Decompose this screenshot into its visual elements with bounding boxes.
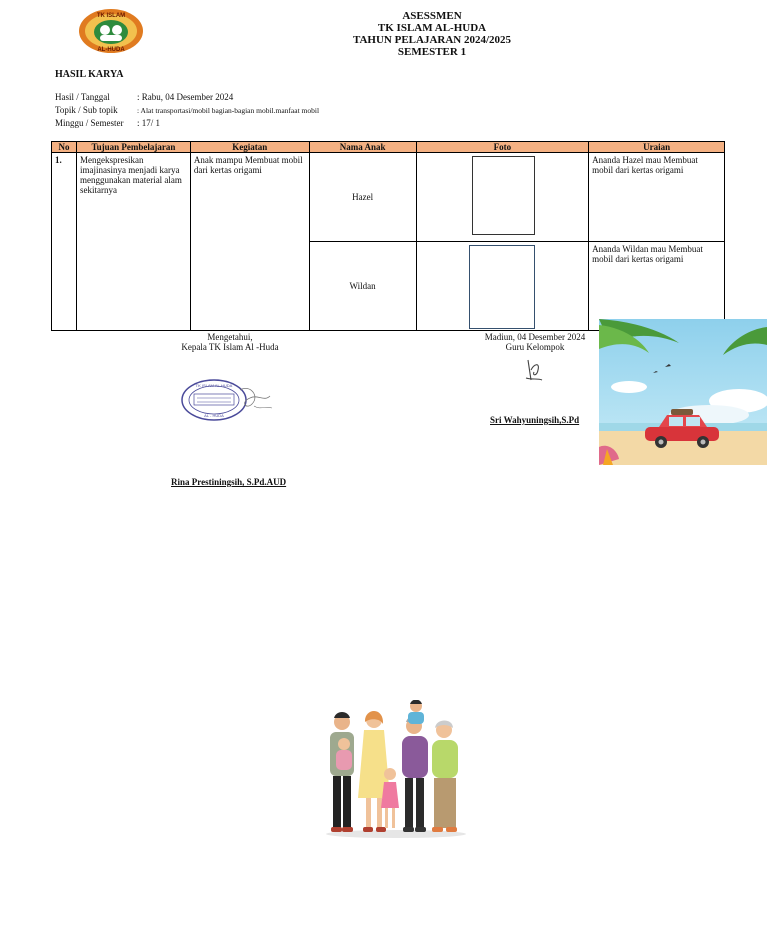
family-illustration — [320, 700, 470, 840]
stamp-bottom-text: AL - HUDA — [204, 413, 224, 418]
school-logo — [78, 8, 144, 54]
header-line-3: TAHUN PELAJARAN 2024/2025 — [352, 34, 512, 46]
cell-kegiatan: Anak mampu Membuat mobil dari kertas origami — [190, 153, 309, 331]
school-stamp — [180, 376, 280, 426]
section-title: HASIL KARYA — [55, 69, 124, 80]
header-uraian: Uraian — [589, 142, 725, 153]
week-value: : 17/ 1 — [137, 118, 161, 128]
header-line-4: SEMESTER 1 — [397, 46, 467, 58]
place-date: Madiun, 04 Desember 2024 — [484, 332, 586, 342]
header-nama-anak: Nama Anak — [309, 142, 416, 153]
cell-nama-hazel: Hazel — [309, 153, 416, 242]
cell-uraian-hazel: Ananda Hazel mau Membuat mobil dari kertas origami — [589, 153, 725, 242]
photo-frame — [469, 245, 535, 329]
week-label: Minggu / Semester — [55, 118, 124, 128]
teacher-signature — [522, 356, 546, 384]
logo-top-text: TK ISLAM — [96, 13, 126, 19]
teacher-name: Sri Wahyuningsih,S.Pd — [490, 415, 580, 425]
logo-bottom-text: AL-HUDA — [97, 47, 125, 53]
cell-no: 1. — [52, 153, 77, 331]
meta-info — [55, 91, 319, 130]
stamp-top-text: TK ISLAM AL-HUDA — [195, 383, 233, 388]
beach-car-illustration — [599, 319, 767, 465]
assessment-table — [51, 141, 725, 331]
table-row — [52, 153, 725, 242]
cell-nama-wildan: Wildan — [309, 242, 416, 331]
kepala-label: Kepala TK Islam Al -Huda — [181, 342, 279, 352]
signature-left — [150, 332, 310, 352]
header-tujuan: Tujuan Pembelajaran — [76, 142, 190, 153]
header-no: No — [52, 142, 77, 153]
date-value: : Rabu, 04 Desember 2024 — [137, 92, 234, 102]
signature-right — [470, 332, 600, 352]
header-foto: Foto — [416, 142, 589, 153]
topic-value: : Alat transportasi/mobil bagian-bagian mobil.manfaat mobil — [137, 106, 320, 115]
date-label: Hasil / Tanggal — [55, 92, 110, 102]
cell-uraian-wildan: Ananda Wildan mau Membuat mobil dari kertas origami — [589, 242, 725, 331]
header-kegiatan: Kegiatan — [190, 142, 309, 153]
photo-frame — [472, 156, 535, 235]
principal-name: Rina Prestiningsih, S.Pd.AUD — [171, 477, 287, 487]
mengetahui-label: Mengetahui, — [207, 332, 253, 342]
header-line-1: ASESSMEN — [402, 10, 462, 22]
header-line-2: TK ISLAM AL-HUDA — [377, 22, 487, 34]
table-header-row — [52, 142, 725, 153]
cell-tujuan: Mengekspresikan imajinasinya menjadi karya menggunakan material alam sekitarnya — [76, 153, 190, 331]
guru-label: Guru Kelompok — [505, 342, 565, 352]
document-header — [320, 10, 544, 58]
cell-foto-wildan — [416, 242, 589, 331]
topic-label: Topik / Sub topik — [55, 105, 118, 115]
cell-foto-hazel — [416, 153, 589, 242]
